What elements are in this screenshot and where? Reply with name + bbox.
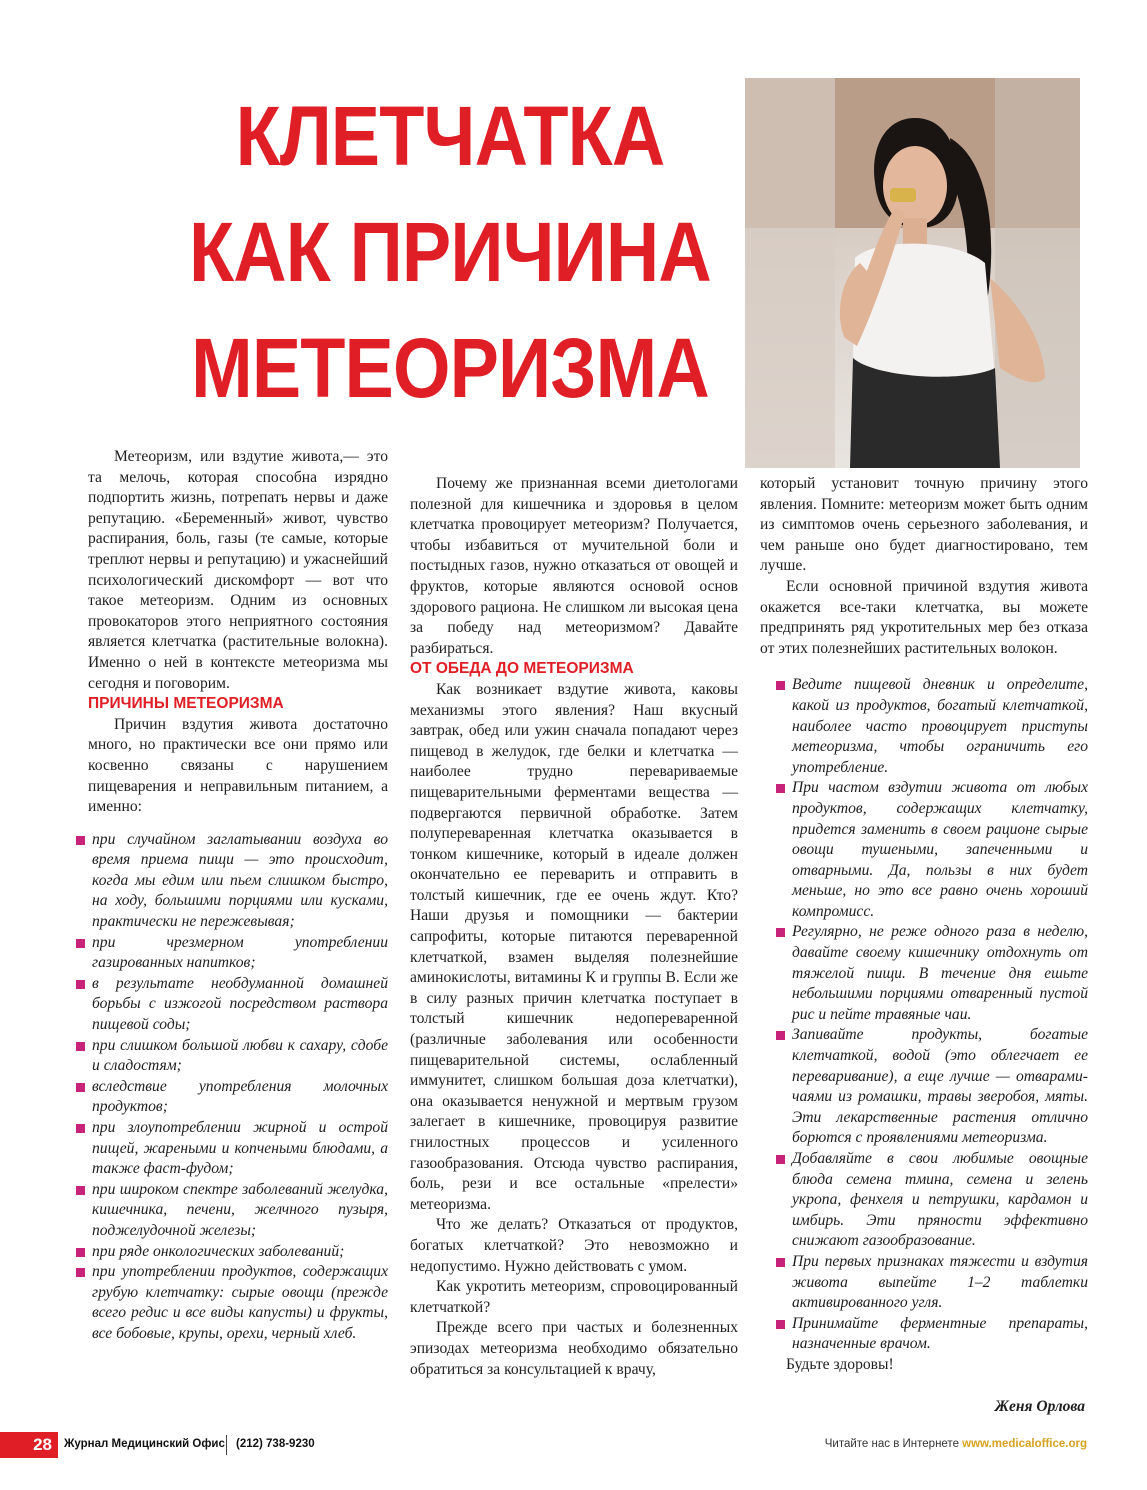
read-online xyxy=(825,1438,1087,1450)
list-item: вследствие употребления молочных продуктов; xyxy=(76,1077,388,1118)
woman-eating-photo xyxy=(745,78,1080,468)
paragraph: который установит точную причину этого явления. Помните: метеоризм может быть одним из симптомов очень серьезного заболевания, и чем раньше оно будет диагностировано, тем лучше. xyxy=(760,475,1088,575)
list-item: при ряде онкологических заболеваний; xyxy=(76,1242,388,1263)
read-online-text: Читайте нас в Интернете xyxy=(824,1438,959,1450)
section-heading: ОТ ОБЕДА ДО МЕТЕОРИЗМА xyxy=(410,660,634,678)
paragraph: Как укротить метеоризм, спровоцированный клетчаткой? xyxy=(410,1278,738,1316)
list-item: Ведите пищевой дневник и определите, какой из продуктов, богатый клетчаткой, наиболее часто провоцирует приступы метеоризма, чтобы ограничить его употребление. xyxy=(776,675,1088,778)
journal-name: Журнал Медицинский Офис xyxy=(64,1438,225,1450)
page-footer xyxy=(0,1432,1147,1458)
causes-intro: Причин вздутия живота достаточно много, но практически все они прямо или косвенно связаны с нарушением пищеварения и неправильным питанием, а именно: xyxy=(88,715,388,816)
column-1 xyxy=(88,447,388,1345)
author-name: Женя Орлова xyxy=(994,1398,1085,1415)
causes-heading: ПРИЧИНЫ МЕТЕОРИЗМА xyxy=(88,695,284,713)
paragraph: Прежде всего при частых и болезненных эпизодах метеоризма необходимо обязательно обратиться за консультацией к врачу, xyxy=(410,1319,738,1378)
closing-line: Будьте здоровы! xyxy=(786,1355,894,1373)
list-item: Регулярно, не реже одного раза в неделю, давайте своему кишечнику отдохнуть от тяжелой пищи. В течение дня ешьте небольшими порциями отваренный пустой рис и пейте травяные чаи. xyxy=(776,922,1088,1025)
list-item: при употреблении продуктов, содержащих грубую клетчатку: сырые овощи (прежде всего редис и все виды капусты) и фрукты, все бобовые, крупы, орехи, черный хлеб. xyxy=(76,1262,388,1344)
woman-illustration xyxy=(745,78,1080,468)
article-title xyxy=(186,78,714,426)
tips-list xyxy=(776,675,1088,1355)
website-link[interactable]: www.medicaloffice.org xyxy=(962,1438,1087,1450)
paragraph: Почему же признанная всеми диетологами полезной для кишечника и здоровья в целом клетчатка провоцирует метеоризм? Получается, чтобы избавиться от мучительной боли и постыдных газов, нужно отказаться от овощей и фруктов, которые являются основой основ здорового рациона. Не слишком ли высокая цена за победу над метеоризмом? Давайте разбираться. xyxy=(410,475,738,657)
title-line-3: МЕТЕОРИЗМА xyxy=(191,321,709,415)
list-item: При первых признаках тяжести и вздутия живота выпейте 1–2 таблетки активированного угля. xyxy=(776,1252,1088,1314)
list-item: Принимайте ферментные препараты, назначенные врачом. xyxy=(776,1314,1088,1355)
list-item: при слишком большой любви к сахару, сдобе и сладостям; xyxy=(76,1036,388,1077)
list-item: в результате необдуманной домашней борьбы с изжогой посредством раствора пищевой соды; xyxy=(76,974,388,1036)
journal-phone: (212) 738-9230 xyxy=(236,1438,315,1450)
list-item: при чрезмерном употреблении газированных напитков; xyxy=(76,933,388,974)
intro-paragraph: Метеоризм, или вздутие живота,— это та мелочь, которая способна изрядно подпортить жизнь, потрепать нервы и даже репутацию. «Беременный» живот, чувство распирания, боль, газы (те самые, которые треплют нервы и репутацию) и ужаснейший психологический дискомфорт — вот что такое метеоризм. Одним из основных провокаторов этого неприятного состояния является клетчатка (растительные волокна). Именно о ней в контексте метеоризма мы сегодня и поговорим. xyxy=(88,448,388,692)
page-number: 28 xyxy=(0,1432,58,1458)
list-item: Запивайте продукты, богатые клетчаткой, водой (это облегчает ее переваривание), а еще лучше — отварами-чаями из ромашки, травы зверобоя, мяты. Эти лекарственные растения отлично борются с проявлениями метеоризма. xyxy=(776,1025,1088,1149)
list-item: при широком спектре заболеваний желудка, кишечника, печени, желчного пузыря, поджелудочной железы; xyxy=(76,1180,388,1242)
causes-list xyxy=(76,830,388,1345)
title-line-2: КАК ПРИЧИНА xyxy=(189,205,711,299)
list-item: При частом вздутии живота от любых продуктов, содержащих клетчатку, придется заменить в своем рационе сырые овощи тушеными, запеченными и отварными. Да, пользы в них будет меньше, но это все равно очень хороший компромисс. xyxy=(776,778,1088,922)
column-2 xyxy=(410,474,738,1380)
list-item: Добавляйте в свои любимые овощные блюда семена тмина, семена и зелень укропа, фенхеля и петрушки, кардамон и имбирь. Эти пряности эффективно снижают газообразование. xyxy=(776,1149,1088,1252)
title-line-1: КЛЕТЧАТКА xyxy=(235,89,665,183)
list-item: при злоупотреблении жирной и острой пищей, жареными и копчеными блюдами, а также фаст-фудом; xyxy=(76,1118,388,1180)
paragraph: Как возникает вздутие живота, каковы механизмы этого явления? Наш вкусный завтрак, обед или ужин сначала попадают через пищевод в желудок, где белки и клетчатка — наиболее трудно перевариваемые пищеварительными ферментами вещества — подвергаются первичной обработке. Затем полупереваренная клетчатка оказывается в тонком кишечнике, который в идеале должен окончательно ее переварить и отправить в толстый кишечник, где ее очень ждут. Кто? Наши друзья и помощники — бактерии сапрофиты, которые питаются переваренной клетчаткой, взамен выделяя полезнейшие аминокислоты, витамины К и группы В. Если же в силу разных причин клетчатка поступает в толстый кишечник недопереваренной (различные заболевания или особенности пищеварительной системы, ослабленный иммунитет, слишком большая доза клетчатки), она оказывается ненужной и мертвым грузом залегает в кишечнике, провоцируя развитие гнилостных процессов и усиленного газообразования. Отсюда чувство распирания, боль, рези и все остальные «прелести» метеоризма. xyxy=(410,680,738,1213)
paragraph: Что же делать? Отказаться от продуктов, богатых клетчаткой? Это невозможно и недопустимо. Нужно действовать с умом. xyxy=(410,1216,738,1275)
footer-divider xyxy=(226,1435,227,1455)
paragraph: Если основной причиной вздутия живота окажется все-таки клетчатка, вы можете предпринять ряд укротительных мер без отказа от этих полезнейших растительных волокон. xyxy=(760,577,1088,657)
list-item: при случайном заглатывании воздуха во время приема пищи — это происходит, когда мы едим или пьем слишком быстро, на ходу, большими порциями или кусками, практически не пережевывая; xyxy=(76,830,388,933)
column-3 xyxy=(760,474,1088,1376)
